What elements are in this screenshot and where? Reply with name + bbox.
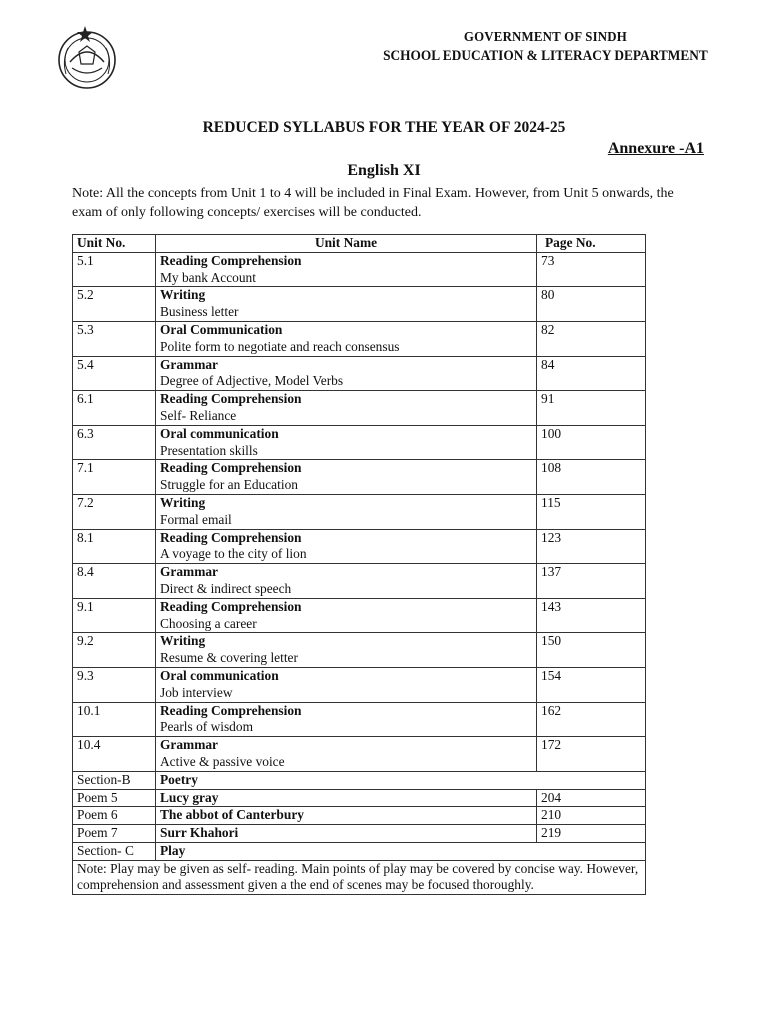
- unit-no-cell: 5.3: [73, 321, 156, 356]
- table-row: [73, 252, 646, 287]
- table-row: [73, 425, 646, 460]
- unit-no-cell: 8.1: [73, 529, 156, 564]
- poem-page-cell: 219: [537, 825, 646, 843]
- unit-topic: Polite form to negotiate and reach consensus: [160, 338, 400, 354]
- table-header-row: [73, 235, 646, 253]
- header-unit-no: Unit No.: [73, 235, 156, 253]
- page-title: REDUCED SYLLABUS FOR THE YEAR OF 2024-25: [202, 119, 566, 136]
- poem-no-cell: Poem 5: [73, 789, 156, 807]
- table-row: [73, 702, 646, 737]
- unit-name-cell: [156, 252, 537, 287]
- unit-title: Reading Comprehension: [160, 598, 302, 614]
- page-no-cell: 82: [537, 321, 646, 356]
- poem-title-cell: The abbot of Canterbury: [156, 807, 537, 825]
- section-label: Section- C: [73, 842, 156, 860]
- unit-title: Writing: [160, 287, 206, 303]
- unit-topic: Business letter: [160, 304, 239, 320]
- page-no-cell: 100: [537, 425, 646, 460]
- unit-title: Oral Communication: [160, 321, 283, 337]
- page-no-cell: 115: [537, 494, 646, 529]
- table-row: [73, 391, 646, 426]
- page-no-cell: 154: [537, 667, 646, 702]
- table-row: [73, 667, 646, 702]
- unit-no-cell: 6.1: [73, 391, 156, 426]
- unit-no-cell: 10.4: [73, 737, 156, 772]
- unit-topic: Job interview: [160, 684, 233, 700]
- page-no-cell: 162: [537, 702, 646, 737]
- unit-name-cell: [156, 667, 537, 702]
- page-no-cell: 73: [537, 252, 646, 287]
- department-name: SCHOOL EDUCATION & LITERACY DEPARTMENT: [383, 48, 708, 64]
- intro-note: Note: All the concepts from Unit 1 to 4 will be included in Final Exam. However, from Unit 5 onwards, the exam of only following concepts/ exercises will be conducted.: [72, 186, 674, 220]
- table-row: [73, 356, 646, 391]
- table-row: [73, 633, 646, 668]
- unit-no-cell: 9.1: [73, 598, 156, 633]
- unit-topic: Pearls of wisdom: [160, 719, 253, 735]
- section-c-row: [73, 842, 646, 860]
- unit-no-cell: 5.4: [73, 356, 156, 391]
- government-name: GOVERNMENT OF SINDH: [463, 30, 628, 45]
- unit-title: Oral communication: [160, 667, 279, 683]
- unit-topic: A voyage to the city of lion: [160, 546, 307, 562]
- play-note: Note: Play may be given as self- reading. Main points of play may be covered by concise way. However, comprehension and assessment given a the end of scenes may be focused thoroughly.: [73, 860, 646, 895]
- unit-name-cell: [156, 356, 537, 391]
- unit-topic: Self- Reliance: [160, 407, 237, 423]
- page-no-cell: 150: [537, 633, 646, 668]
- table-row: [73, 598, 646, 633]
- unit-title: Grammar: [160, 737, 219, 753]
- unit-topic: Presentation skills: [160, 442, 258, 458]
- unit-name-cell: [156, 702, 537, 737]
- unit-no-cell: 6.3: [73, 425, 156, 460]
- header-unit-name: Unit Name: [156, 235, 537, 253]
- unit-title: Oral communication: [160, 425, 279, 441]
- poem-row: [73, 807, 646, 825]
- table-row: [73, 287, 646, 322]
- unit-no-cell: 5.1: [73, 252, 156, 287]
- subject-title: English XI: [347, 162, 421, 179]
- page-no-cell: 123: [537, 529, 646, 564]
- unit-title: Reading Comprehension: [160, 702, 302, 718]
- unit-name-cell: [156, 391, 537, 426]
- section-title: Poetry: [156, 771, 646, 789]
- unit-no-cell: 5.2: [73, 287, 156, 322]
- section-title: Play: [156, 842, 646, 860]
- poem-title-cell: Surr Khahori: [156, 825, 537, 843]
- table-row: [73, 460, 646, 495]
- unit-title: Reading Comprehension: [160, 529, 302, 545]
- unit-topic: Active & passive voice: [160, 753, 285, 769]
- unit-topic: My bank Account: [160, 269, 256, 285]
- poem-title-cell: Lucy gray: [156, 789, 537, 807]
- table-row: [73, 494, 646, 529]
- syllabus-table: [72, 234, 646, 895]
- annexure-label: Annexure -A1: [607, 140, 704, 157]
- unit-name-cell: [156, 564, 537, 599]
- unit-topic: Degree of Adjective, Model Verbs: [160, 373, 344, 389]
- unit-topic: Direct & indirect speech: [160, 580, 292, 596]
- footnote-row: [73, 860, 646, 895]
- unit-title: Grammar: [160, 564, 219, 580]
- page-no-cell: 80: [537, 287, 646, 322]
- unit-title: Reading Comprehension: [160, 252, 302, 268]
- poem-no-cell: Poem 7: [73, 825, 156, 843]
- unit-name-cell: [156, 529, 537, 564]
- header-page-no: Page No.: [537, 235, 646, 253]
- page-no-cell: 143: [537, 598, 646, 633]
- page-no-cell: 91: [537, 391, 646, 426]
- unit-name-cell: [156, 737, 537, 772]
- unit-title: Grammar: [160, 356, 219, 372]
- poem-no-cell: Poem 6: [73, 807, 156, 825]
- unit-topic: Resume & covering letter: [160, 650, 298, 666]
- page-no-cell: 84: [537, 356, 646, 391]
- unit-no-cell: 8.4: [73, 564, 156, 599]
- unit-no-cell: 9.2: [73, 633, 156, 668]
- section-label: Section-B: [73, 771, 156, 789]
- unit-name-cell: [156, 460, 537, 495]
- table-row: [73, 737, 646, 772]
- table-row: [73, 564, 646, 599]
- unit-no-cell: 9.3: [73, 667, 156, 702]
- poem-row: [73, 789, 646, 807]
- table-row: [73, 529, 646, 564]
- unit-no-cell: 10.1: [73, 702, 156, 737]
- unit-no-cell: 7.2: [73, 494, 156, 529]
- unit-topic: Struggle for an Education: [160, 477, 298, 493]
- unit-name-cell: [156, 287, 537, 322]
- unit-no-cell: 7.1: [73, 460, 156, 495]
- unit-name-cell: [156, 633, 537, 668]
- unit-name-cell: [156, 425, 537, 460]
- unit-name-cell: [156, 598, 537, 633]
- unit-title: Writing: [160, 633, 206, 649]
- unit-title: Writing: [160, 494, 206, 510]
- page-no-cell: 137: [537, 564, 646, 599]
- unit-name-cell: [156, 494, 537, 529]
- department-header: [369, 30, 722, 65]
- unit-topic: Formal email: [160, 511, 232, 527]
- unit-title: Reading Comprehension: [160, 460, 302, 476]
- government-seal-icon: [52, 22, 122, 92]
- poem-page-cell: 210: [537, 807, 646, 825]
- unit-topic: Choosing a career: [160, 615, 257, 631]
- unit-name-cell: [156, 321, 537, 356]
- page-no-cell: 108: [537, 460, 646, 495]
- page-no-cell: 172: [537, 737, 646, 772]
- table-row: [73, 321, 646, 356]
- section-b-row: [73, 771, 646, 789]
- unit-title: Reading Comprehension: [160, 391, 302, 407]
- poem-row: [73, 825, 646, 843]
- poem-page-cell: 204: [537, 789, 646, 807]
